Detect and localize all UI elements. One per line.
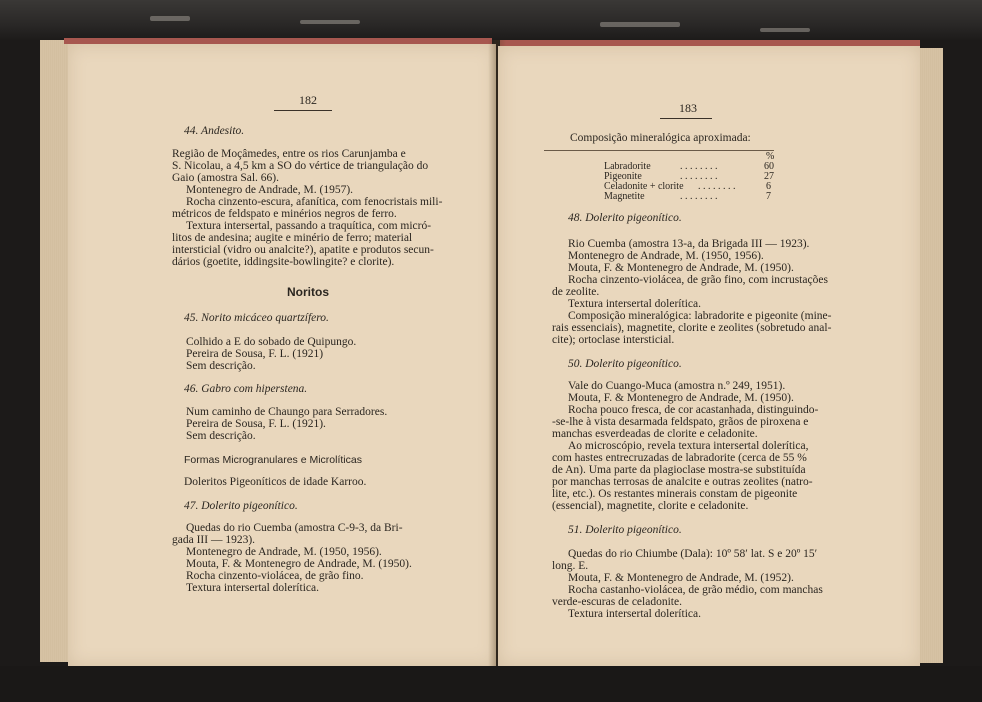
text-line: gada III — 1923). bbox=[172, 534, 256, 546]
text-line: Rio Cuemba (amostra 13-a, da Brigada III — 1923). bbox=[568, 238, 810, 250]
text-line: Gaio (amostra Sal. 66). bbox=[172, 172, 279, 184]
text-line: métricos de feldspato e minérios negros de ferro. bbox=[172, 208, 397, 220]
text-line: Montenegro de Andrade, M. (1950, 1956). bbox=[568, 250, 764, 262]
text-line: Num caminho de Chaungo para Serradores. bbox=[186, 406, 388, 418]
left-page bbox=[68, 44, 496, 666]
text-line: com hastes entrecruzadas de labradorite (cerca de 55 % bbox=[552, 452, 807, 464]
text-line: Composição mineralógica: labradorite e pigeonite (mine- bbox=[568, 310, 832, 322]
text-line: intersticial (vidro ou analcite?), apatite e produtos secun- bbox=[172, 244, 434, 256]
text-line: lite, etc.). Os restantes minerais constam de pigeonite bbox=[552, 488, 798, 500]
dot-leader: . . . . . . . . bbox=[680, 191, 718, 202]
page-number-rule bbox=[274, 110, 332, 111]
mineral-value: 7 bbox=[766, 191, 771, 202]
mineral-name: Magnetite bbox=[604, 191, 645, 202]
text-line: Quedas do rio Cuemba (amostra C-9-3, da Bri- bbox=[186, 522, 403, 534]
mineral-name: Celadonite + clorite bbox=[604, 181, 684, 192]
entry-title: 44. Andesito. bbox=[184, 125, 245, 137]
text-line: Montenegro de Andrade, M. (1950, 1956). bbox=[186, 546, 382, 558]
right-page bbox=[498, 46, 920, 666]
text-line: por manchas terrosas de analcite e outras zeolites (natro- bbox=[552, 476, 813, 488]
text-line: verde-escuras de celadonite. bbox=[552, 596, 682, 608]
entry-title: 50. Dolerito pigeonítico. bbox=[568, 358, 682, 370]
entry-title: 48. Dolerito pigeonítico. bbox=[568, 212, 682, 224]
text-line: Rocha cinzento-violácea, de grão fino, com incrustações bbox=[568, 274, 828, 286]
text-line: Textura intersertal, passando a traquítica, com micró- bbox=[186, 220, 432, 232]
text-line: rais essenciais), magnetite, clorite e zeolites (sobretudo anal- bbox=[552, 322, 832, 334]
page-number: 183 bbox=[679, 101, 697, 115]
text-line: Quedas do rio Chiumbe (Dala): 10º 58′ lat. S e 20º 15′ bbox=[568, 548, 818, 560]
text-line: Mouta, F. & Montenegro de Andrade, M. (1950). bbox=[568, 392, 794, 404]
entry-title: 51. Dolerito pigeonítico. bbox=[568, 524, 682, 536]
dot-leader: . . . . . . . . bbox=[680, 161, 718, 172]
text-line: Montenegro de Andrade, M. (1957). bbox=[186, 184, 354, 196]
dot-leader: . . . . . . . . bbox=[680, 171, 718, 182]
text-line: Textura intersertal dolerítica. bbox=[568, 608, 701, 620]
text-line: Composição mineralógica aproximada: bbox=[570, 132, 751, 144]
book-cover-top bbox=[0, 0, 982, 40]
text-line: de zeolite. bbox=[552, 286, 600, 298]
text-line: Mouta, F. & Montenegro de Andrade, M. (1952). bbox=[568, 572, 794, 584]
table-unit: % bbox=[766, 151, 775, 162]
mineral-value: 27 bbox=[764, 171, 774, 182]
text-line: de An). Uma parte da plagioclase mostra-se substituída bbox=[552, 464, 806, 476]
cover-speck bbox=[760, 28, 810, 32]
table-rule bbox=[544, 150, 774, 151]
text-line: Textura intersertal dolerítica. bbox=[186, 582, 319, 594]
entry-title: 46. Gabro com hiperstena. bbox=[184, 383, 308, 395]
text-line: Pereira de Sousa, F. L. (1921) bbox=[186, 348, 324, 360]
text-line: Colhido a E do sobado de Quipungo. bbox=[186, 336, 357, 348]
text-line: manchas esverdeadas de clorite e celadonite. bbox=[552, 428, 758, 440]
cover-speck bbox=[300, 20, 360, 24]
cover-speck bbox=[600, 22, 680, 27]
entry-title: 45. Norito micáceo quartzífero. bbox=[184, 312, 329, 324]
page-number: 182 bbox=[299, 93, 317, 107]
entry-title: 47. Dolerito pigeonítico. bbox=[184, 500, 298, 512]
page-number-rule bbox=[660, 118, 712, 119]
text-line: (essencial), magnetite, clorite e celadonite. bbox=[552, 500, 749, 512]
text-line: Rocha cinzento-escura, afanítica, com fenocristais mili- bbox=[186, 196, 443, 208]
section-heading: Noritos bbox=[287, 285, 329, 299]
text-line: Sem descrição. bbox=[186, 430, 256, 442]
text-line: dários (goetite, iddingsite-bowlingite? e clorite). bbox=[172, 256, 395, 268]
text-line: Sem descrição. bbox=[186, 360, 256, 372]
mineral-value: 6 bbox=[766, 181, 771, 192]
section-heading: Formas Microgranulares e Microlíticas bbox=[184, 454, 362, 466]
text-line: Rocha cinzento-violácea, de grão fino. bbox=[186, 570, 364, 582]
text-line: Vale do Cuango-Muca (amostra n.º 249, 1951). bbox=[568, 380, 786, 392]
page-edges-right bbox=[918, 48, 943, 663]
text-line: litos de andesina; augite e minério de ferro; material bbox=[172, 232, 413, 244]
text-line: long. E. bbox=[552, 560, 589, 572]
mineral-name: Pigeonite bbox=[604, 171, 642, 182]
text-line: Rocha castanho-violácea, de grão médio, com manchas bbox=[568, 584, 823, 596]
mineral-value: 60 bbox=[764, 161, 774, 172]
text-line: Ao microscópio, revela textura intersertal dolerítica, bbox=[568, 440, 809, 452]
text-line: Rocha pouco fresca, de cor acastanhada, distinguindo- bbox=[568, 404, 819, 416]
text-line: -se-lhe à vista desarmada feldspato, grãos de piroxena e bbox=[552, 416, 809, 428]
text-line: S. Nicolau, a 4,5 km a SO do vértice de triangulação do bbox=[172, 160, 429, 172]
page-edges-left bbox=[40, 40, 71, 662]
text-line: Região de Moçâmedes, entre os rios Carunjamba e bbox=[172, 148, 406, 160]
text-line: Doleritos Pigeoníticos de idade Karroo. bbox=[184, 476, 367, 488]
text-line: Pereira de Sousa, F. L. (1921). bbox=[186, 418, 326, 430]
mineral-name: Labradorite bbox=[604, 161, 651, 172]
text-line: Textura intersertal dolerítica. bbox=[568, 298, 701, 310]
cover-speck bbox=[150, 16, 190, 21]
text-line: Mouta, F. & Montenegro de Andrade, M. (1950). bbox=[568, 262, 794, 274]
book-bottom bbox=[0, 666, 982, 702]
dot-leader: . . . . . . . . bbox=[698, 181, 736, 192]
text-line: Mouta, F. & Montenegro de Andrade, M. (1950). bbox=[186, 558, 412, 570]
text-line: cite); ortoclase intersticial. bbox=[552, 334, 675, 346]
